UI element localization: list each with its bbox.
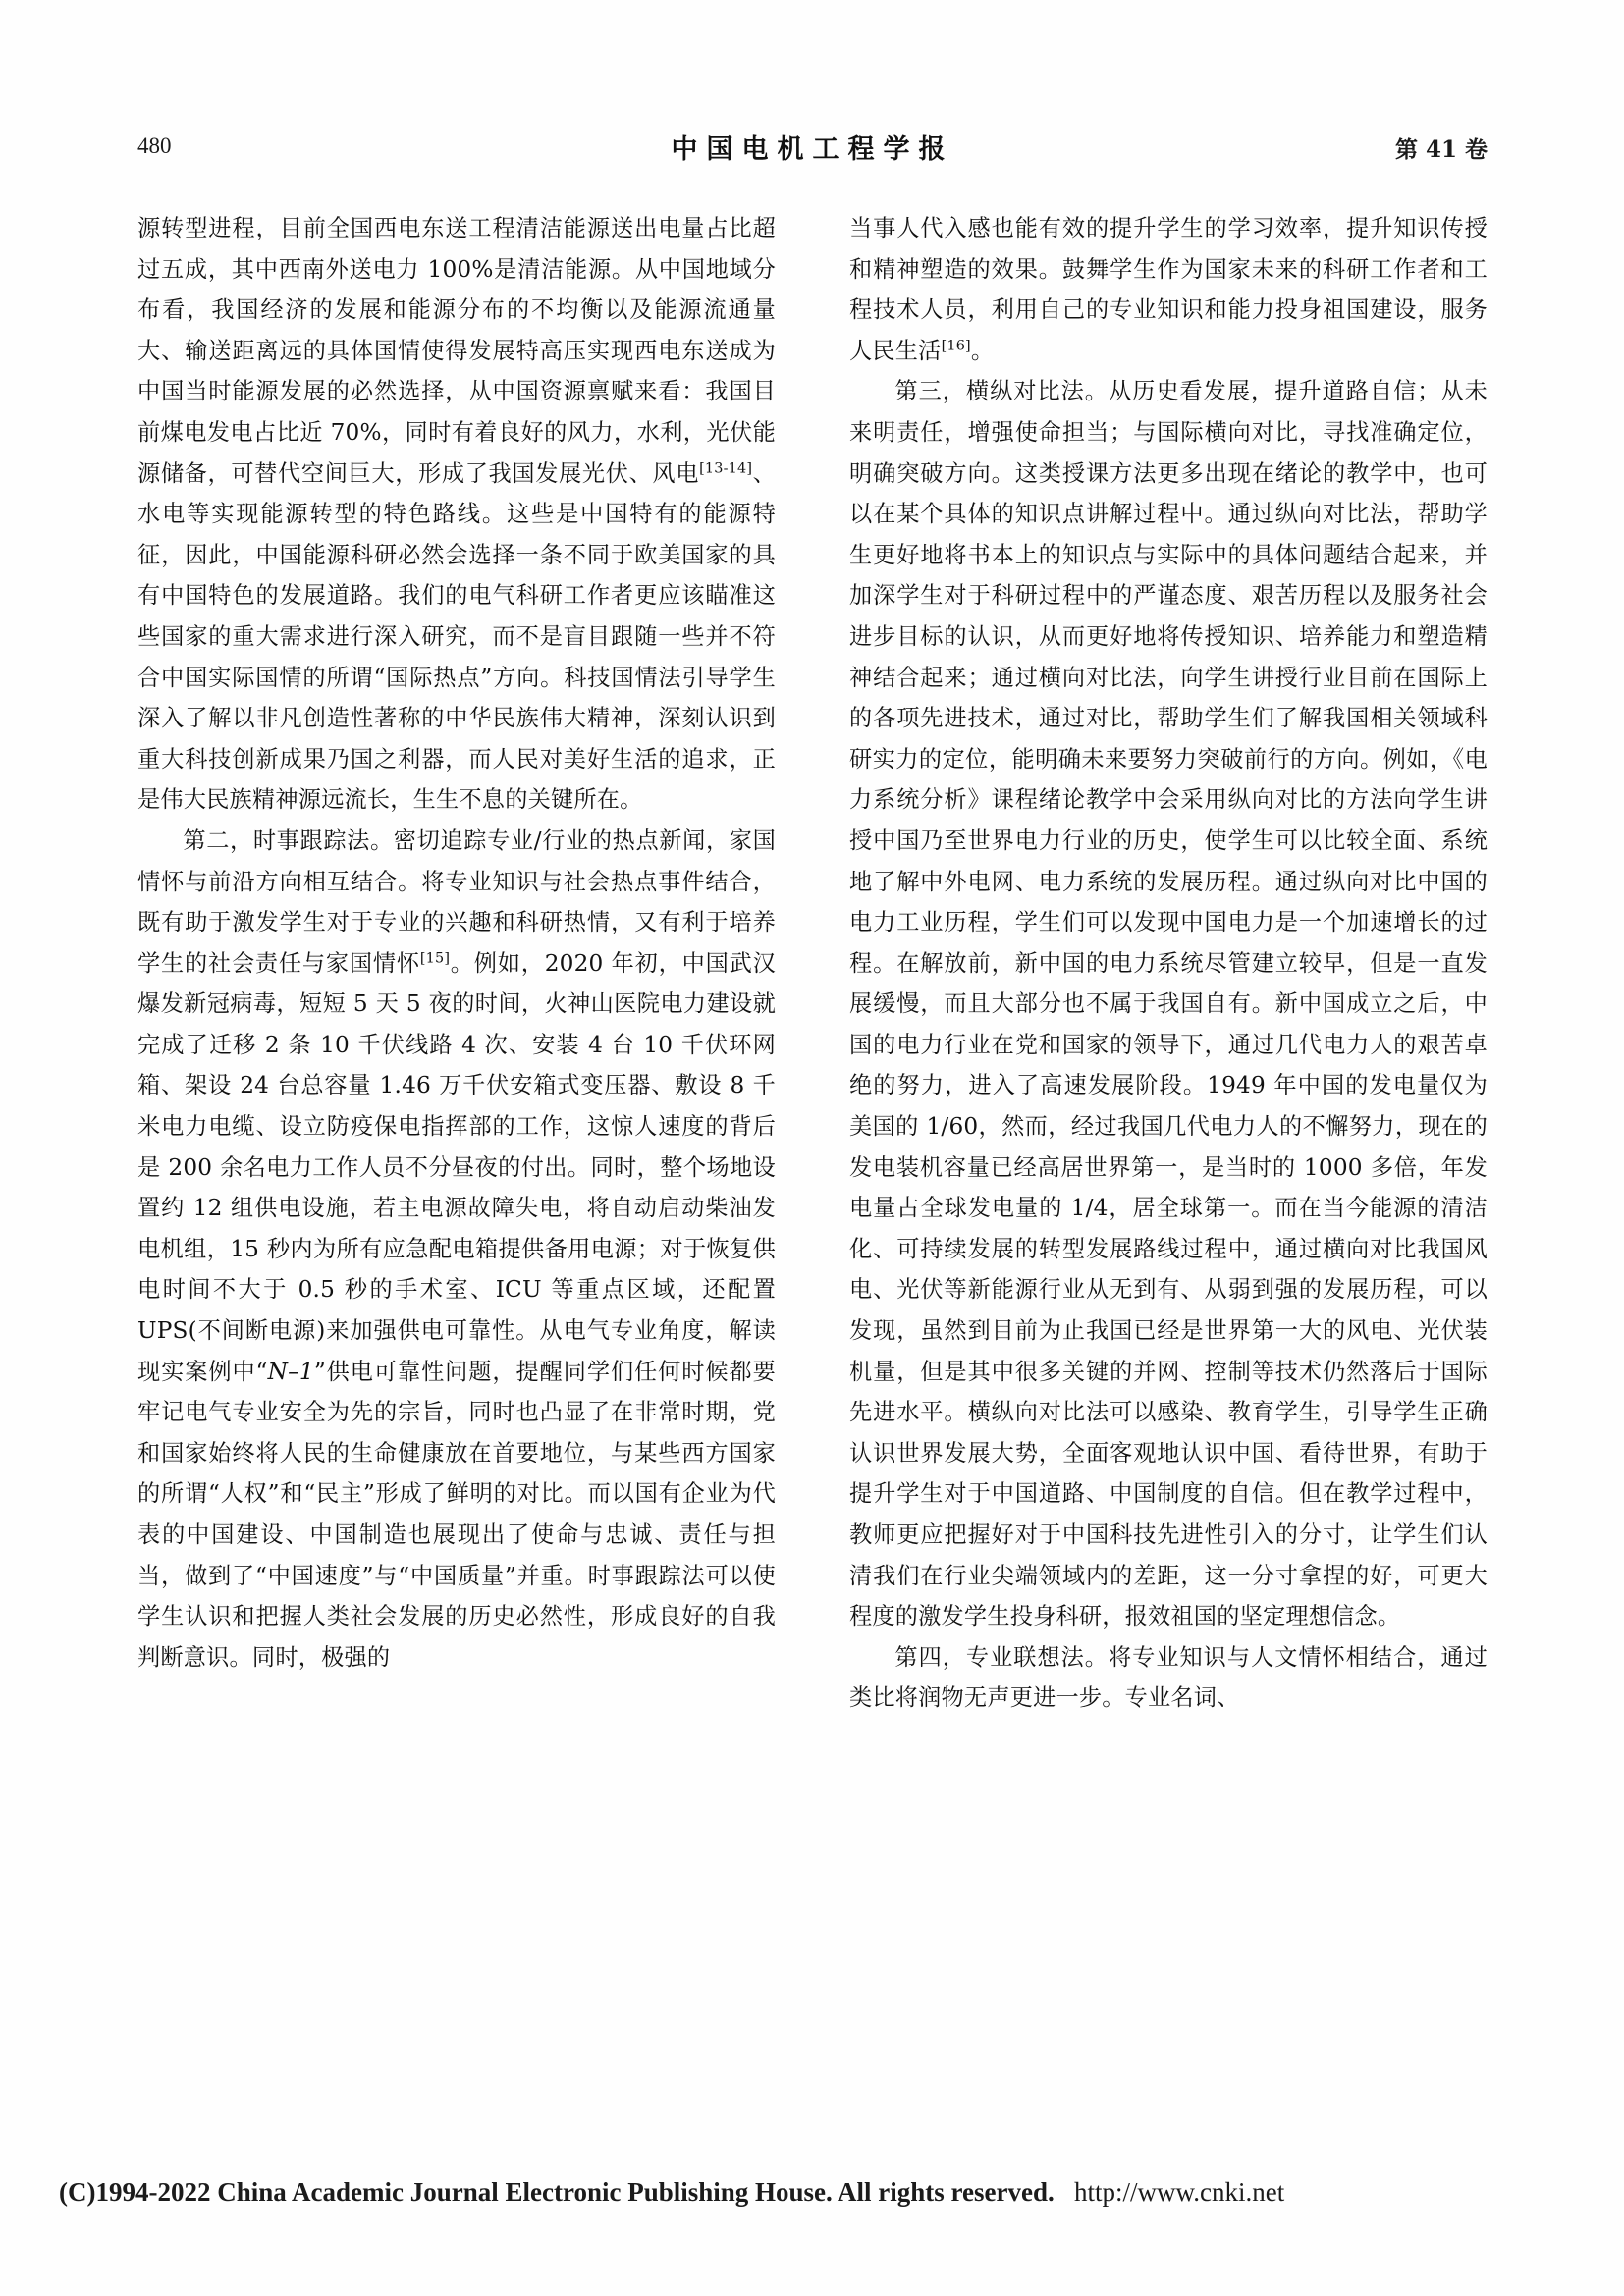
footer-copyright <box>59 2177 1565 2208</box>
paragraph-continued <box>137 208 776 821</box>
paragraph-second-method <box>137 821 776 1678</box>
journal-title: 中国电机工程学报 <box>671 134 954 165</box>
body-columns <box>137 208 1488 1719</box>
volume-label: 第 41 卷 <box>1394 136 1488 163</box>
paragraph-text-a: 当事人代入感也能有效的提升学生的学习效率，提升知识传授和精神塑造的效果。鼓舞学生作为国家未来的科研工作者和工程技术人员，利用自己的专业知识和能力投身祖国建设，服务人民生活 <box>849 215 1488 364</box>
paragraph-text-c: ”供电可靠性问题，提醒同学们任何时候都要牢记电气专业安全为先的宗旨，同时也凸显了在非常时期，党和国家始终将人民的生命健康放在首要地位，与某些西方国家的所谓“人权”和“民主”形成了鲜明的对比。而以国有企业为代表的中国建设、中国制造也展现出了使命与忠诚、责任与担当，做到了“中国速度”与“中国质量”并重。时事跟踪法可以使学生认识和把握人类社会发展的历史必然性，形成良好的自我判断意识。同时，极强的 <box>137 1358 776 1671</box>
citation-ref-15: [15] <box>419 949 451 966</box>
inline-italic-term: N–1 <box>267 1358 314 1385</box>
citation-ref-13-14: [13-14] <box>699 459 753 476</box>
page-number: 480 <box>137 133 172 158</box>
paragraph-text-b: 。例如，2020 年初，中国武汉爆发新冠病毒，短短 5 天 5 夜的时间，火神山医院电力建设就完成了迁移 2 条 10 千伏线路 4 次、安装 4 台 10 千伏环网箱、架设 24 台总容量 1.46 万千伏安箱式变压器、敷设 8 千米电力电缆、设立防疫保电指挥部的工作，这惊人速度的背后是 200 余名电力工作人员不分昼夜的付出。同时，整个场地设置约 12 组供电设施，若主电源故障失电，将自动启动柴油发电机组，15 秒内为所有应急配电箱提供备用电源；对于恢复供电时间不大于 0.5 秒的手术室、ICU 等重点区域，还配置 UPS(不间断电源)来加强供电可靠性。从电气专业角度，解读现实案例中“ <box>137 949 776 1385</box>
paragraph-text-a: 第二，时事跟踪法。密切追踪专业/行业的热点新闻，家国情怀与前沿方向相互结合。将专业知识与社会热点事件结合，既有助于激发学生对于专业的兴趣和科研热情，又有利于培养学生的社会责任与家国情怀 <box>137 827 776 977</box>
paragraph-text-b: 。 <box>970 337 995 364</box>
paragraph-text-b: 、水电等实现能源转型的特色路线。这些是中国特有的能源特征，因此，中国能源科研必然会选择一条不同于欧美国家的具有中国特色的发展道路。我们的电气科研工作者更应该瞄准这些国家的重大需求进行深入研究，而不是盲目跟随一些并不符合中国实际国情的所谓“国际热点”方向。科技国情法引导学生深入了解以非凡创造性著称的中华民族伟大精神，深刻认识到重大科技创新成果乃国之利器，而人民对美好生活的追求，正是伟大民族精神源远流长，生生不息的关键所在。 <box>137 459 776 814</box>
citation-ref-16: [16] <box>941 338 971 354</box>
copyright-text: (C)1994-2022 China Academic Journal Electronic Publishing House. All rights reserved. <box>59 2177 1055 2207</box>
paragraph-continued <box>849 208 1488 371</box>
left-column <box>137 208 776 1719</box>
page-header <box>137 128 1488 169</box>
paragraph-text-a: 源转型进程，目前全国西电东送工程清洁能源送出电量占比超过五成，其中西南外送电力 100%是清洁能源。从中国地域分布看，我国经济的发展和能源分布的不均衡以及能源流通量大、输送距离远的具体国情使得发展特高压实现西电东送成为中国当时能源发展的必然选择，从中国资源禀赋来看：我国目前煤电发电占比近 70%，同时有着良好的风力，水利，光伏能源储备，可替代空间巨大，形成了我国发展光伏、风电 <box>137 215 776 487</box>
cnki-url[interactable]: http://www.cnki.net <box>1074 2177 1285 2207</box>
paragraph-fourth-method: 第四，专业联想法。将专业知识与人文情怀相结合，通过类比将润物无声更进一步。专业名词、 <box>849 1643 1488 1712</box>
right-column <box>849 208 1488 1719</box>
paragraph-third-method: 第三，横纵对比法。从历史看发展，提升道路自信；从未来明责任，增强使命担当；与国际横向对比，寻找准确定位，明确突破方向。这类授课方法更多出现在绪论的教学中，也可以在某个具体的知识点讲解过程中。通过纵向对比法，帮助学生更好地将书本上的知识点与实际中的具体问题结合起来，并加深学生对于科研过程中的严谨态度、艰苦历程以及服务社会进步目标的认识，从而更好地将传授知识、培养能力和塑造精神结合起来；通过横向对比法，向学生讲授行业目前在国际上的各项先进技术，通过对比，帮助学生们了解我国相关领域科研实力的定位，能明确未来要努力突破前行的方向。例如，《电力系统分析》课程绪论教学中会采用纵向对比的方法向学生讲授中国乃至世界电力行业的历史，使学生可以比较全面、系统地了解中外电网、电力系统的发展历程。通过纵向对比中国的电力工业历程，学生们可以发现中国电力是一个加速增长的过程。在解放前，新中国的电力系统尽管建立较早，但是一直发展缓慢，而且大部分也不属于我国自有。新中国成立之后，中国的电力行业在党和国家的领导下，通过几代电力人的艰苦卓绝的努力，进入了高速发展阶段。1949 年中国的发电量仅为美国的 1/60，然而，经过我国几代电力人的不懈努力，现在的发电装机容量已经高居世界第一，是当时的 1000 多倍，年发电量占全球发电量的 1/4，居全球第一。而在当今能源的清洁化、可持续发展的转型发展路线过程中，通过横向对比我国风电、光伏等新能源行业从无到有、从弱到强的发展历程，可以发现，虽然到目前为止我国已经是世界第一大的风电、光伏装机量，但是其中很多关键的并网、控制等技术仍然落后于国际先进水平。横纵向对比法可以感染、教育学生，引导学生正确认识世界发展大势，全面客观地认识中国、看待世界，有助于提升学生对于中国道路、中国制度的自信。但在教学过程中，教师更应把握好对于中国科技先进性引入的分寸，让学生们认清我们在行业尖端领域内的差距，这一分寸拿捏的好，可更大程度的激发学生投身科研，报效祖国的坚定理想信念。 <box>849 378 1488 1630</box>
